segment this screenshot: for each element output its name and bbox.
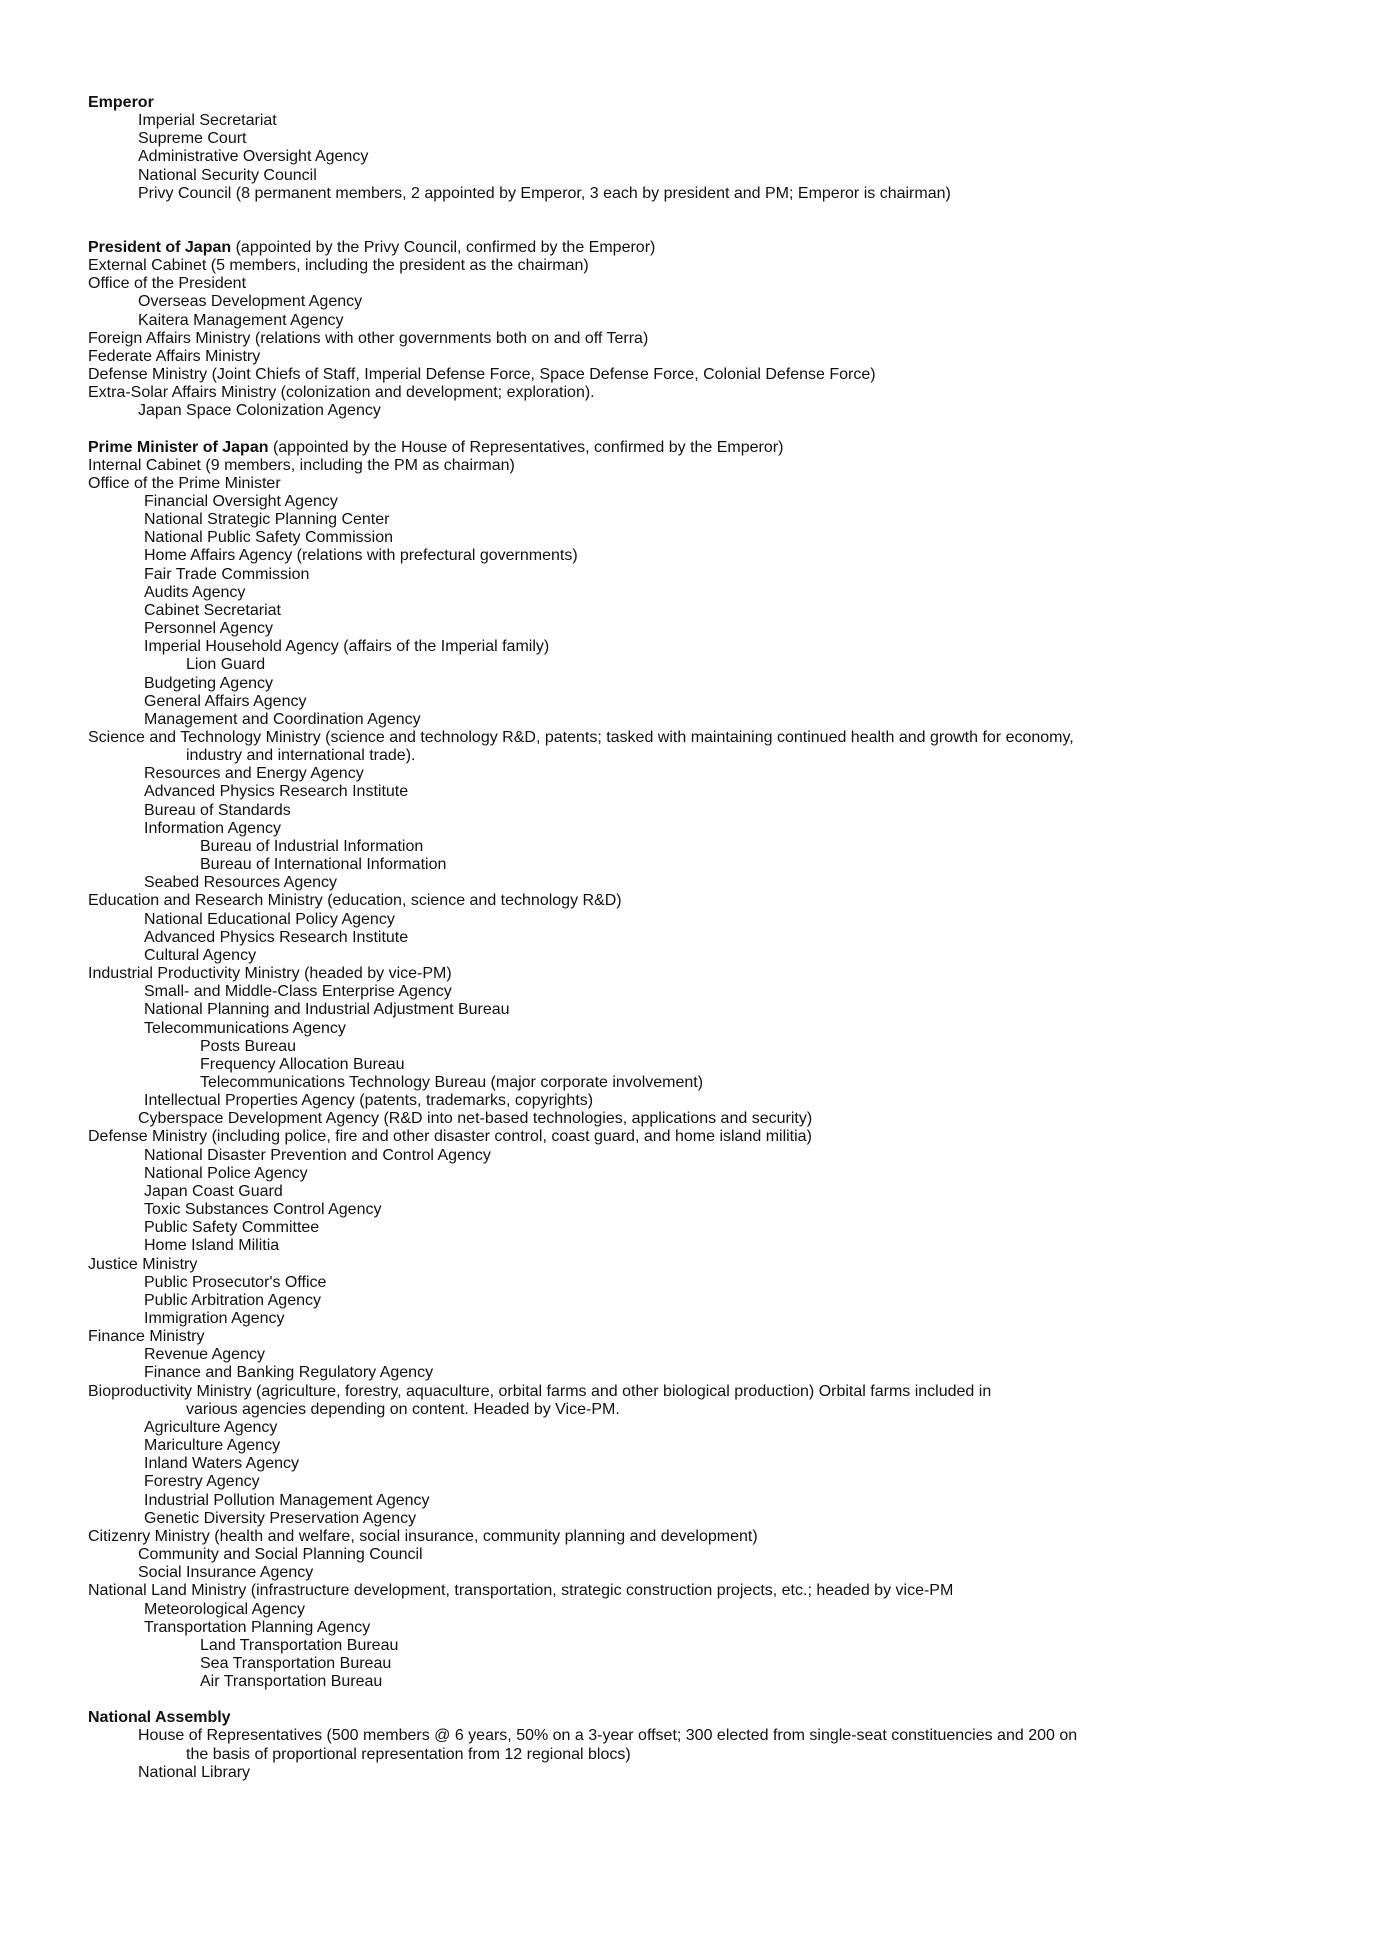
national-land-ministry: National Land Ministry (infrastructure development, transportation, strategic construction projects, etc.; headed by vice-PM — [88, 1582, 954, 1600]
bio-item: Genetic Diversity Preservation Agency — [144, 1509, 417, 1527]
office-of-pm: Office of the Prime Minister — [88, 474, 281, 492]
education-item: Cultural Agency — [144, 946, 257, 964]
industrial-ministry: Industrial Productivity Ministry (headed by vice-PM) — [88, 965, 452, 983]
telecom-sub-item: Posts Bureau — [200, 1037, 297, 1055]
emperor-item: Administrative Oversight Agency — [138, 148, 369, 166]
science-item: Information Agency — [144, 819, 281, 837]
pm-office-item: Home Affairs Agency (relations with prefectural governments) — [144, 547, 578, 565]
transport-sub-item: Land Transportation Bureau — [200, 1636, 399, 1654]
telecom-sub-item: Frequency Allocation Bureau — [200, 1055, 405, 1073]
justice-item: Public Arbitration Agency — [144, 1291, 321, 1309]
industrial-item: Telecommunications Agency — [144, 1019, 346, 1037]
land-item: Meteorological Agency — [144, 1600, 305, 1618]
president-office-item: Overseas Development Agency — [138, 293, 363, 311]
extrasolar-item: Japan Space Colonization Agency — [138, 402, 381, 420]
defense-item: National Police Agency — [144, 1164, 308, 1182]
finance-item: Revenue Agency — [144, 1346, 265, 1364]
science-ministry-cont: industry and international trade). — [186, 747, 416, 765]
citizenry-item: Social Insurance Agency — [138, 1564, 314, 1582]
internal-cabinet: Internal Cabinet (9 members, including the PM as chairman) — [88, 456, 515, 474]
bio-item: Inland Waters Agency — [144, 1455, 300, 1473]
defense-item: Home Island Militia — [144, 1237, 280, 1255]
land-item: Transportation Planning Agency — [144, 1618, 371, 1636]
pm-heading: Prime Minister of Japan (appointed by the House of Representatives, confirmed by the Emperor) — [88, 438, 784, 456]
education-item: National Educational Policy Agency — [144, 910, 395, 928]
defense-item: Public Safety Committee — [144, 1219, 320, 1237]
national-library: National Library — [138, 1763, 251, 1781]
defense-ministry-pm: Defense Ministry (including police, fire and other disaster control, coast guard, and home island militia) — [88, 1128, 812, 1146]
bio-item: Agriculture Agency — [144, 1418, 278, 1436]
extrasolar-affairs-ministry: Extra-Solar Affairs Ministry (colonization and development; exploration). — [88, 384, 595, 402]
bio-item: Forestry Agency — [144, 1473, 260, 1491]
pm-office-item: Fair Trade Commission — [144, 565, 310, 583]
defense-item: Toxic Substances Control Agency — [144, 1201, 382, 1219]
justice-item: Immigration Agency — [144, 1310, 285, 1327]
finance-ministry: Finance Ministry — [88, 1328, 205, 1346]
justice-item: Public Prosecutor's Office — [144, 1273, 327, 1291]
defense-ministry-president: Defense Ministry (Joint Chiefs of Staff, Imperial Defense Force, Space Defense Force, Colonial Defense Force) — [88, 366, 876, 384]
pm-office-item: Personnel Agency — [144, 620, 273, 638]
defense-item: Japan Coast Guard — [144, 1182, 283, 1200]
bioproductivity-ministry-cont: various agencies depending on content. Headed by Vice-PM. — [186, 1400, 620, 1418]
office-of-president: Office of the President — [88, 275, 247, 293]
pm-office-item: National Public Safety Commission — [144, 529, 393, 547]
pm-office-item: Cabinet Secretariat — [144, 601, 281, 619]
emperor-item: National Security Council — [138, 166, 317, 184]
industrial-item: Small- and Middle-Class Enterprise Agency — [144, 983, 452, 1001]
pm-office-item: Imperial Household Agency (affairs of the Imperial family) — [144, 638, 550, 656]
president-heading: President of Japan (appointed by the Privy Council, confirmed by the Emperor) — [88, 238, 656, 256]
industrial-item: National Planning and Industrial Adjustment Bureau — [144, 1001, 510, 1019]
foreign-affairs-ministry: Foreign Affairs Ministry (relations with other governments both on and off Terra) — [88, 329, 649, 347]
citizenry-item: Community and Social Planning Council — [138, 1546, 423, 1564]
pm-office-item: National Strategic Planning Center — [144, 511, 390, 529]
transport-sub-item: Air Transportation Bureau — [200, 1673, 383, 1691]
house-of-representatives-cont: the basis of proportional representation from 12 regional blocs) — [186, 1745, 631, 1763]
pm-office-item: Financial Oversight Agency — [144, 492, 338, 510]
industrial-item: Intellectual Properties Agency (patents, trademarks, copyrights) — [144, 1092, 594, 1110]
information-sub-item: Bureau of International Information — [200, 856, 447, 874]
pm-office-item: Audits Agency — [144, 583, 246, 601]
emperor-item: Imperial Secretariat — [138, 112, 277, 130]
industrial-item: Cyberspace Development Agency (R&D into net-based technologies, applications and security) — [138, 1110, 813, 1128]
citizenry-ministry: Citizenry Ministry (health and welfare, social insurance, community planning and development) — [88, 1527, 758, 1545]
education-ministry: Education and Research Ministry (education, science and technology R&D) — [88, 892, 622, 910]
external-cabinet: External Cabinet (5 members, including the president as the chairman) — [88, 257, 589, 275]
telecom-sub-item: Telecommunications Technology Bureau (major corporate involvement) — [200, 1073, 704, 1091]
pm-office-item: Management and Coordination Agency — [144, 710, 421, 728]
information-sub-item: Bureau of Industrial Information — [200, 837, 424, 855]
science-ministry: Science and Technology Ministry (science and technology R&D, patents; tasked with maintaining continued health and growth for economy, — [88, 729, 1074, 746]
science-item: Resources and Energy Agency — [144, 765, 364, 783]
pm-office-item: Budgeting Agency — [144, 674, 273, 692]
pm-office-item: General Affairs Agency — [144, 692, 307, 710]
education-item: Advanced Physics Research Institute — [144, 928, 409, 946]
lion-guard: Lion Guard — [186, 656, 266, 674]
federate-affairs-ministry: Federate Affairs Ministry — [88, 347, 261, 365]
document — [88, 94, 1318, 1782]
emperor-item: Privy Council (8 permanent members, 2 appointed by Emperor, 3 each by president and PM; Emperor is chairman) — [138, 184, 951, 202]
finance-item: Finance and Banking Regulatory Agency — [144, 1364, 434, 1382]
house-of-representatives: House of Representatives (500 members @ 6 years, 50% on a 3-year offset; 300 elected from single-seat constituencies and 200 on — [138, 1727, 1078, 1745]
transport-sub-item: Sea Transportation Bureau — [200, 1654, 392, 1672]
emperor-item: Supreme Court — [138, 130, 247, 148]
science-item: Bureau of Standards — [144, 801, 291, 819]
assembly-heading: National Assembly — [88, 1709, 231, 1727]
bioproductivity-ministry: Bioproductivity Ministry (agriculture, forestry, aquaculture, orbital farms and other biological production) Orbital farms included in — [88, 1382, 992, 1400]
president-office-item: Kaitera Management Agency — [138, 311, 344, 329]
science-item: Advanced Physics Research Institute — [144, 783, 409, 801]
emperor-heading: Emperor — [88, 94, 154, 111]
bio-item: Industrial Pollution Management Agency — [144, 1491, 430, 1509]
bio-item: Mariculture Agency — [144, 1437, 281, 1455]
science-item: Seabed Resources Agency — [144, 874, 338, 892]
justice-ministry: Justice Ministry — [88, 1255, 198, 1273]
defense-item: National Disaster Prevention and Control Agency — [144, 1146, 491, 1164]
